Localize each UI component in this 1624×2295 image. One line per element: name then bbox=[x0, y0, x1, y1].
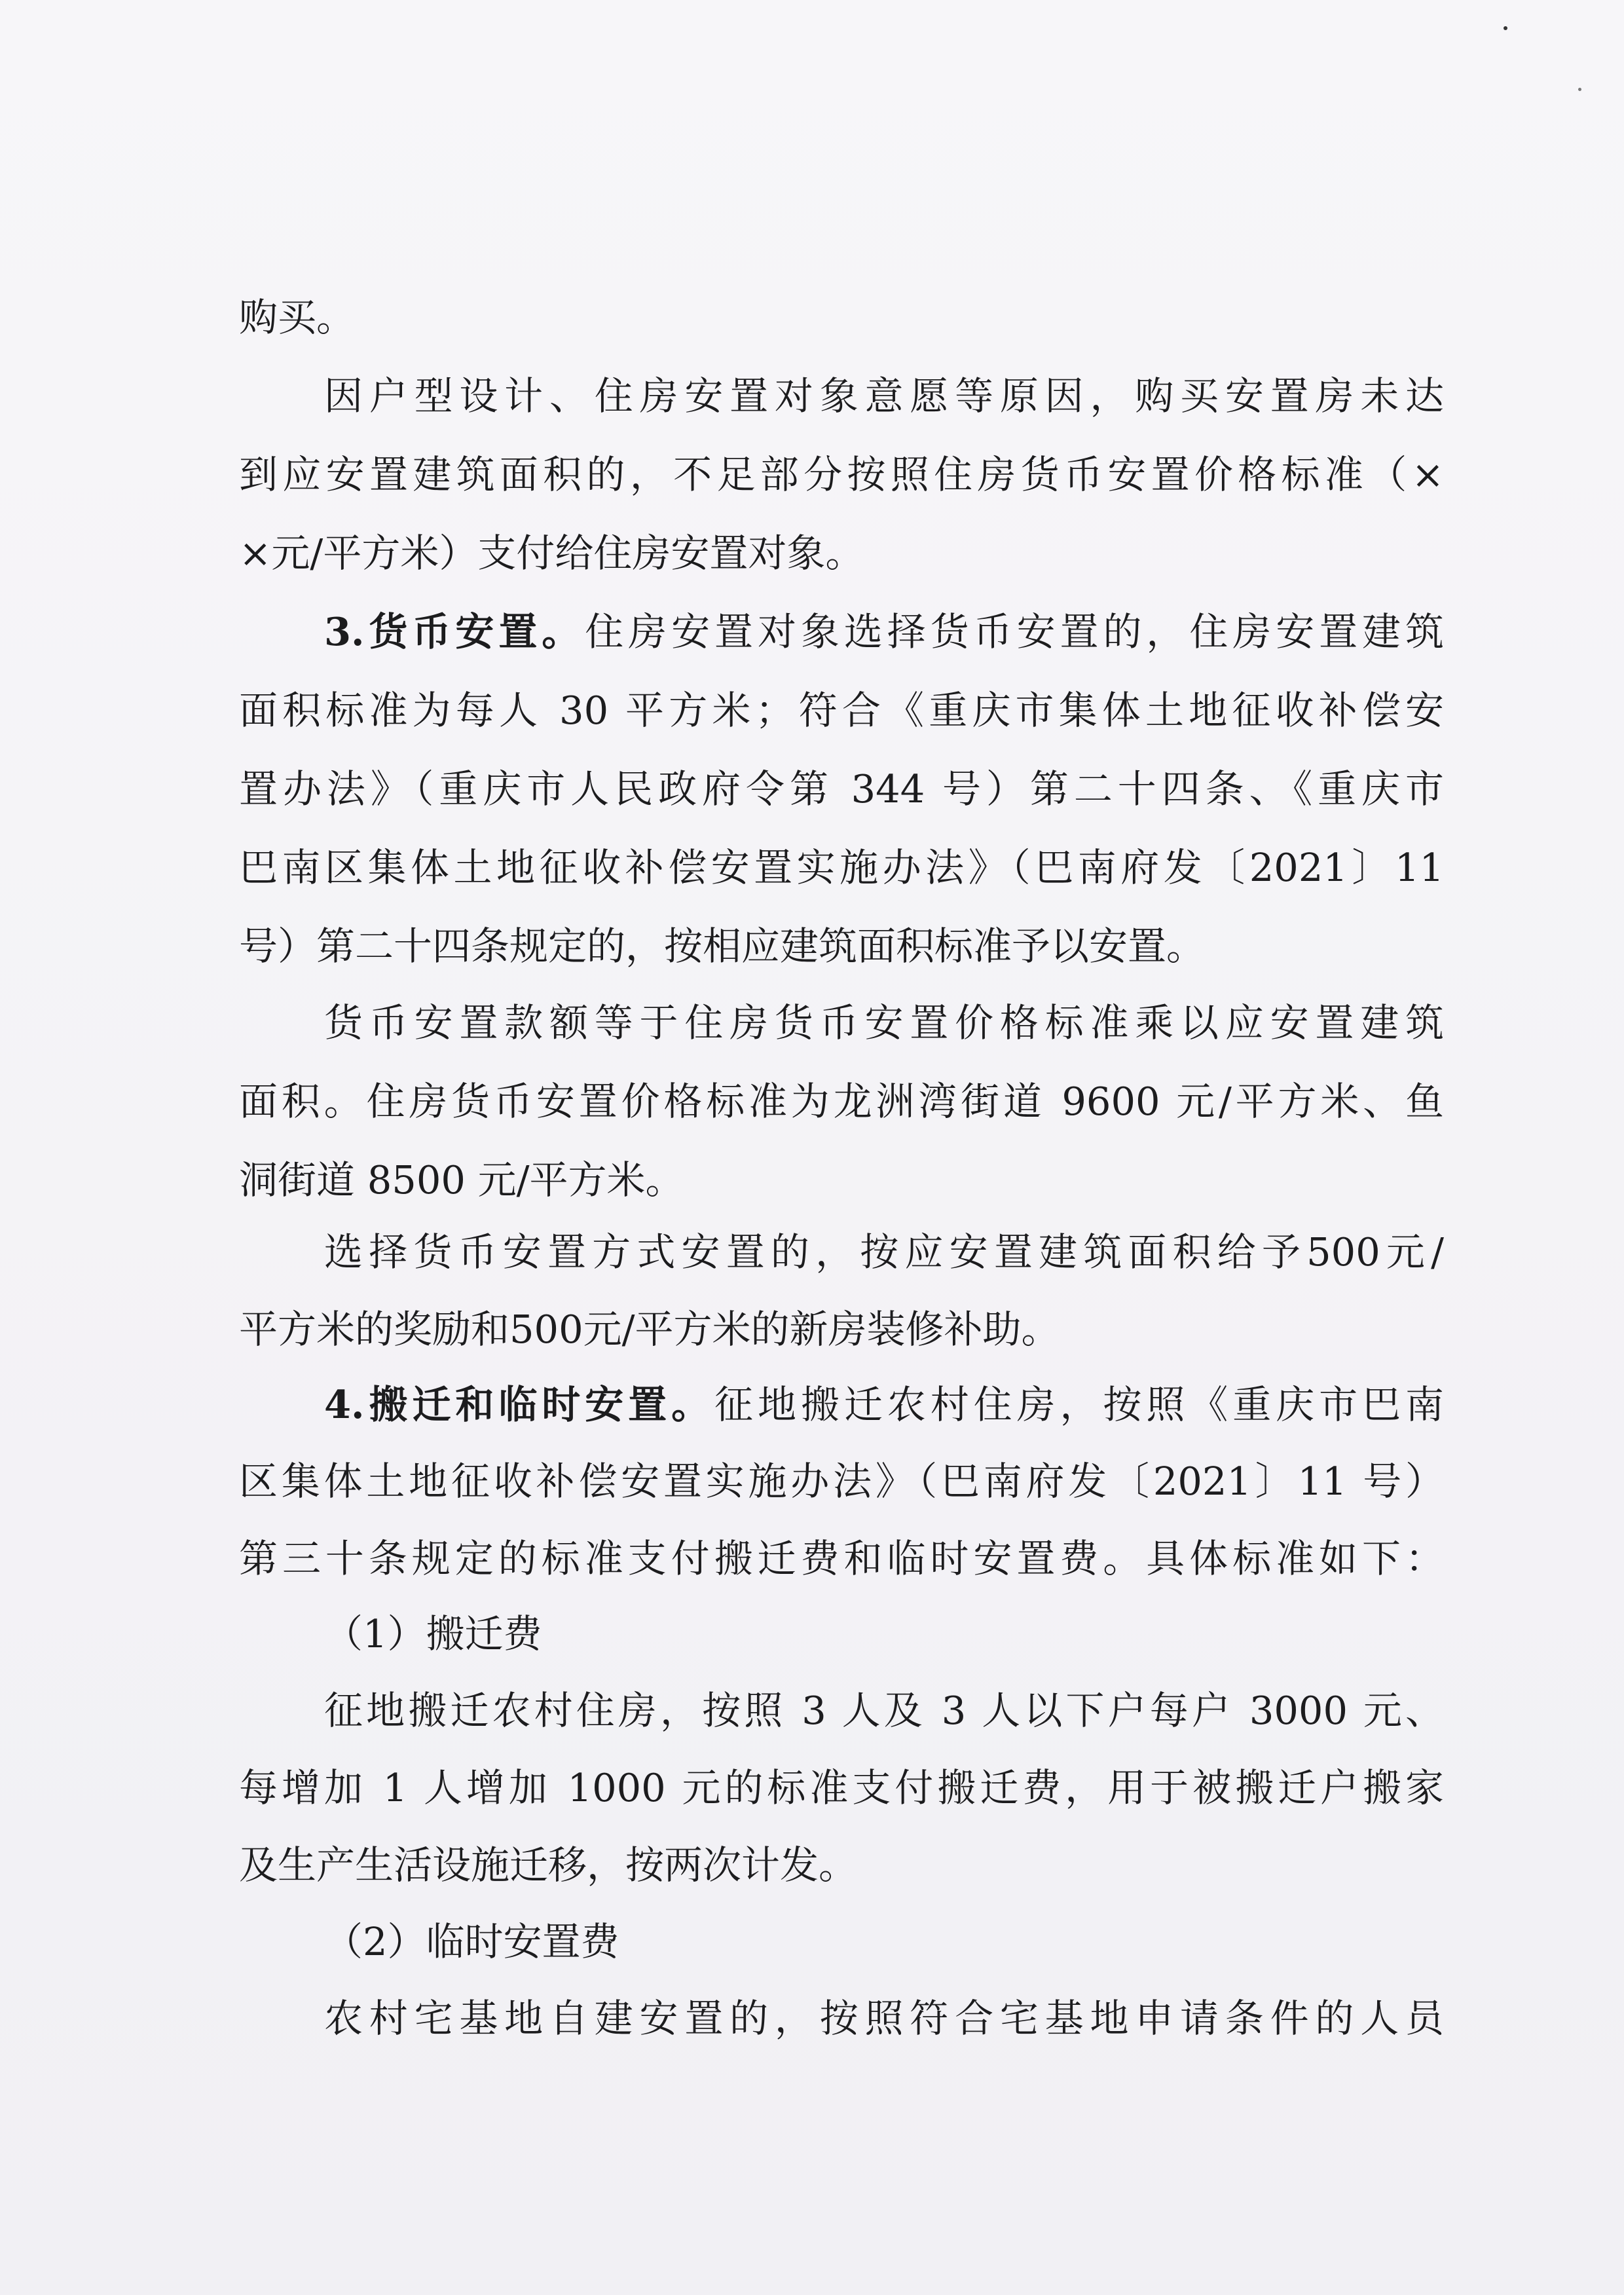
paragraph-line: 因户型设计、住房安置对象意愿等原因，购买安置房未达 bbox=[324, 373, 1444, 419]
paragraph-text: 征地搬迁农村住房，按照《重庆市巴南 bbox=[714, 1382, 1444, 1427]
section-heading: 3.货币安置。 bbox=[324, 609, 585, 654]
scan-speck bbox=[1504, 26, 1507, 30]
paragraph-line: 区集体土地征收补偿安置实施办法》（巴南府发〔2021〕11 号） bbox=[239, 1459, 1444, 1504]
paragraph-line: 面积标准为每人 30 平方米；符合《重庆市集体土地征收补偿安 bbox=[239, 688, 1444, 733]
paragraph-line: 每增加 1 人增加 1000 元的标准支付搬迁费，用于被搬迁户搬家 bbox=[239, 1765, 1444, 1810]
section-heading: 4.搬迁和临时安置。 bbox=[324, 1382, 715, 1427]
paragraph-line: 选择货币安置方式安置的，按应安置建筑面积给予500元/ bbox=[324, 1229, 1444, 1275]
paragraph-line: 第三十条规定的标准支付搬迁费和临时安置费。具体标准如下： bbox=[239, 1536, 1444, 1581]
scan-speck bbox=[1578, 88, 1581, 91]
paragraph-line: 及生产生活设施迁移，按两次计发。 bbox=[239, 1842, 858, 1888]
paragraph-line: 平方米的奖励和500元/平方米的新房装修补助。 bbox=[239, 1307, 1060, 1352]
paragraph-line bbox=[239, 606, 1444, 658]
paragraph-line: 洞街道 8500 元/平方米。 bbox=[239, 1157, 684, 1203]
paragraph-line bbox=[239, 1379, 1444, 1431]
paragraph-line: 农村宅基地自建安置的，按照符合宅基地申请条件的人员 bbox=[324, 1996, 1444, 2041]
paragraph-line: 巴南区集体土地征收补偿安置实施办法》（巴南府发〔2021〕11 bbox=[239, 845, 1444, 890]
paragraph-line: 购买。 bbox=[239, 295, 356, 340]
paragraph-line: ×元/平方米）支付给住房安置对象。 bbox=[239, 531, 864, 576]
paragraph-line: 货币安置款额等于住房货币安置价格标准乘以应安置建筑 bbox=[324, 1000, 1444, 1045]
paragraph-text: 住房安置对象选择货币安置的，住房安置建筑 bbox=[585, 609, 1444, 654]
paragraph-line: 面积。住房货币安置价格标准为龙洲湾街道 9600 元/平方米、鱼 bbox=[239, 1079, 1444, 1124]
paragraph-line: 置办法》（重庆市人民政府令第 344 号）第二十四条、《重庆市 bbox=[239, 766, 1444, 812]
paragraph-line: 征地搬迁农村住房，按照 3 人及 3 人以下户每户 3000 元、 bbox=[324, 1688, 1444, 1733]
subsection-heading: （2）临时安置费 bbox=[324, 1919, 619, 1964]
subsection-heading: （1）搬迁费 bbox=[324, 1611, 542, 1656]
paragraph-line: 号）第二十四条规定的，按相应建筑面积标准予以安置。 bbox=[239, 924, 1206, 969]
paragraph-line: 到应安置建筑面积的，不足部分按照住房货币安置价格标准（× bbox=[239, 452, 1444, 497]
